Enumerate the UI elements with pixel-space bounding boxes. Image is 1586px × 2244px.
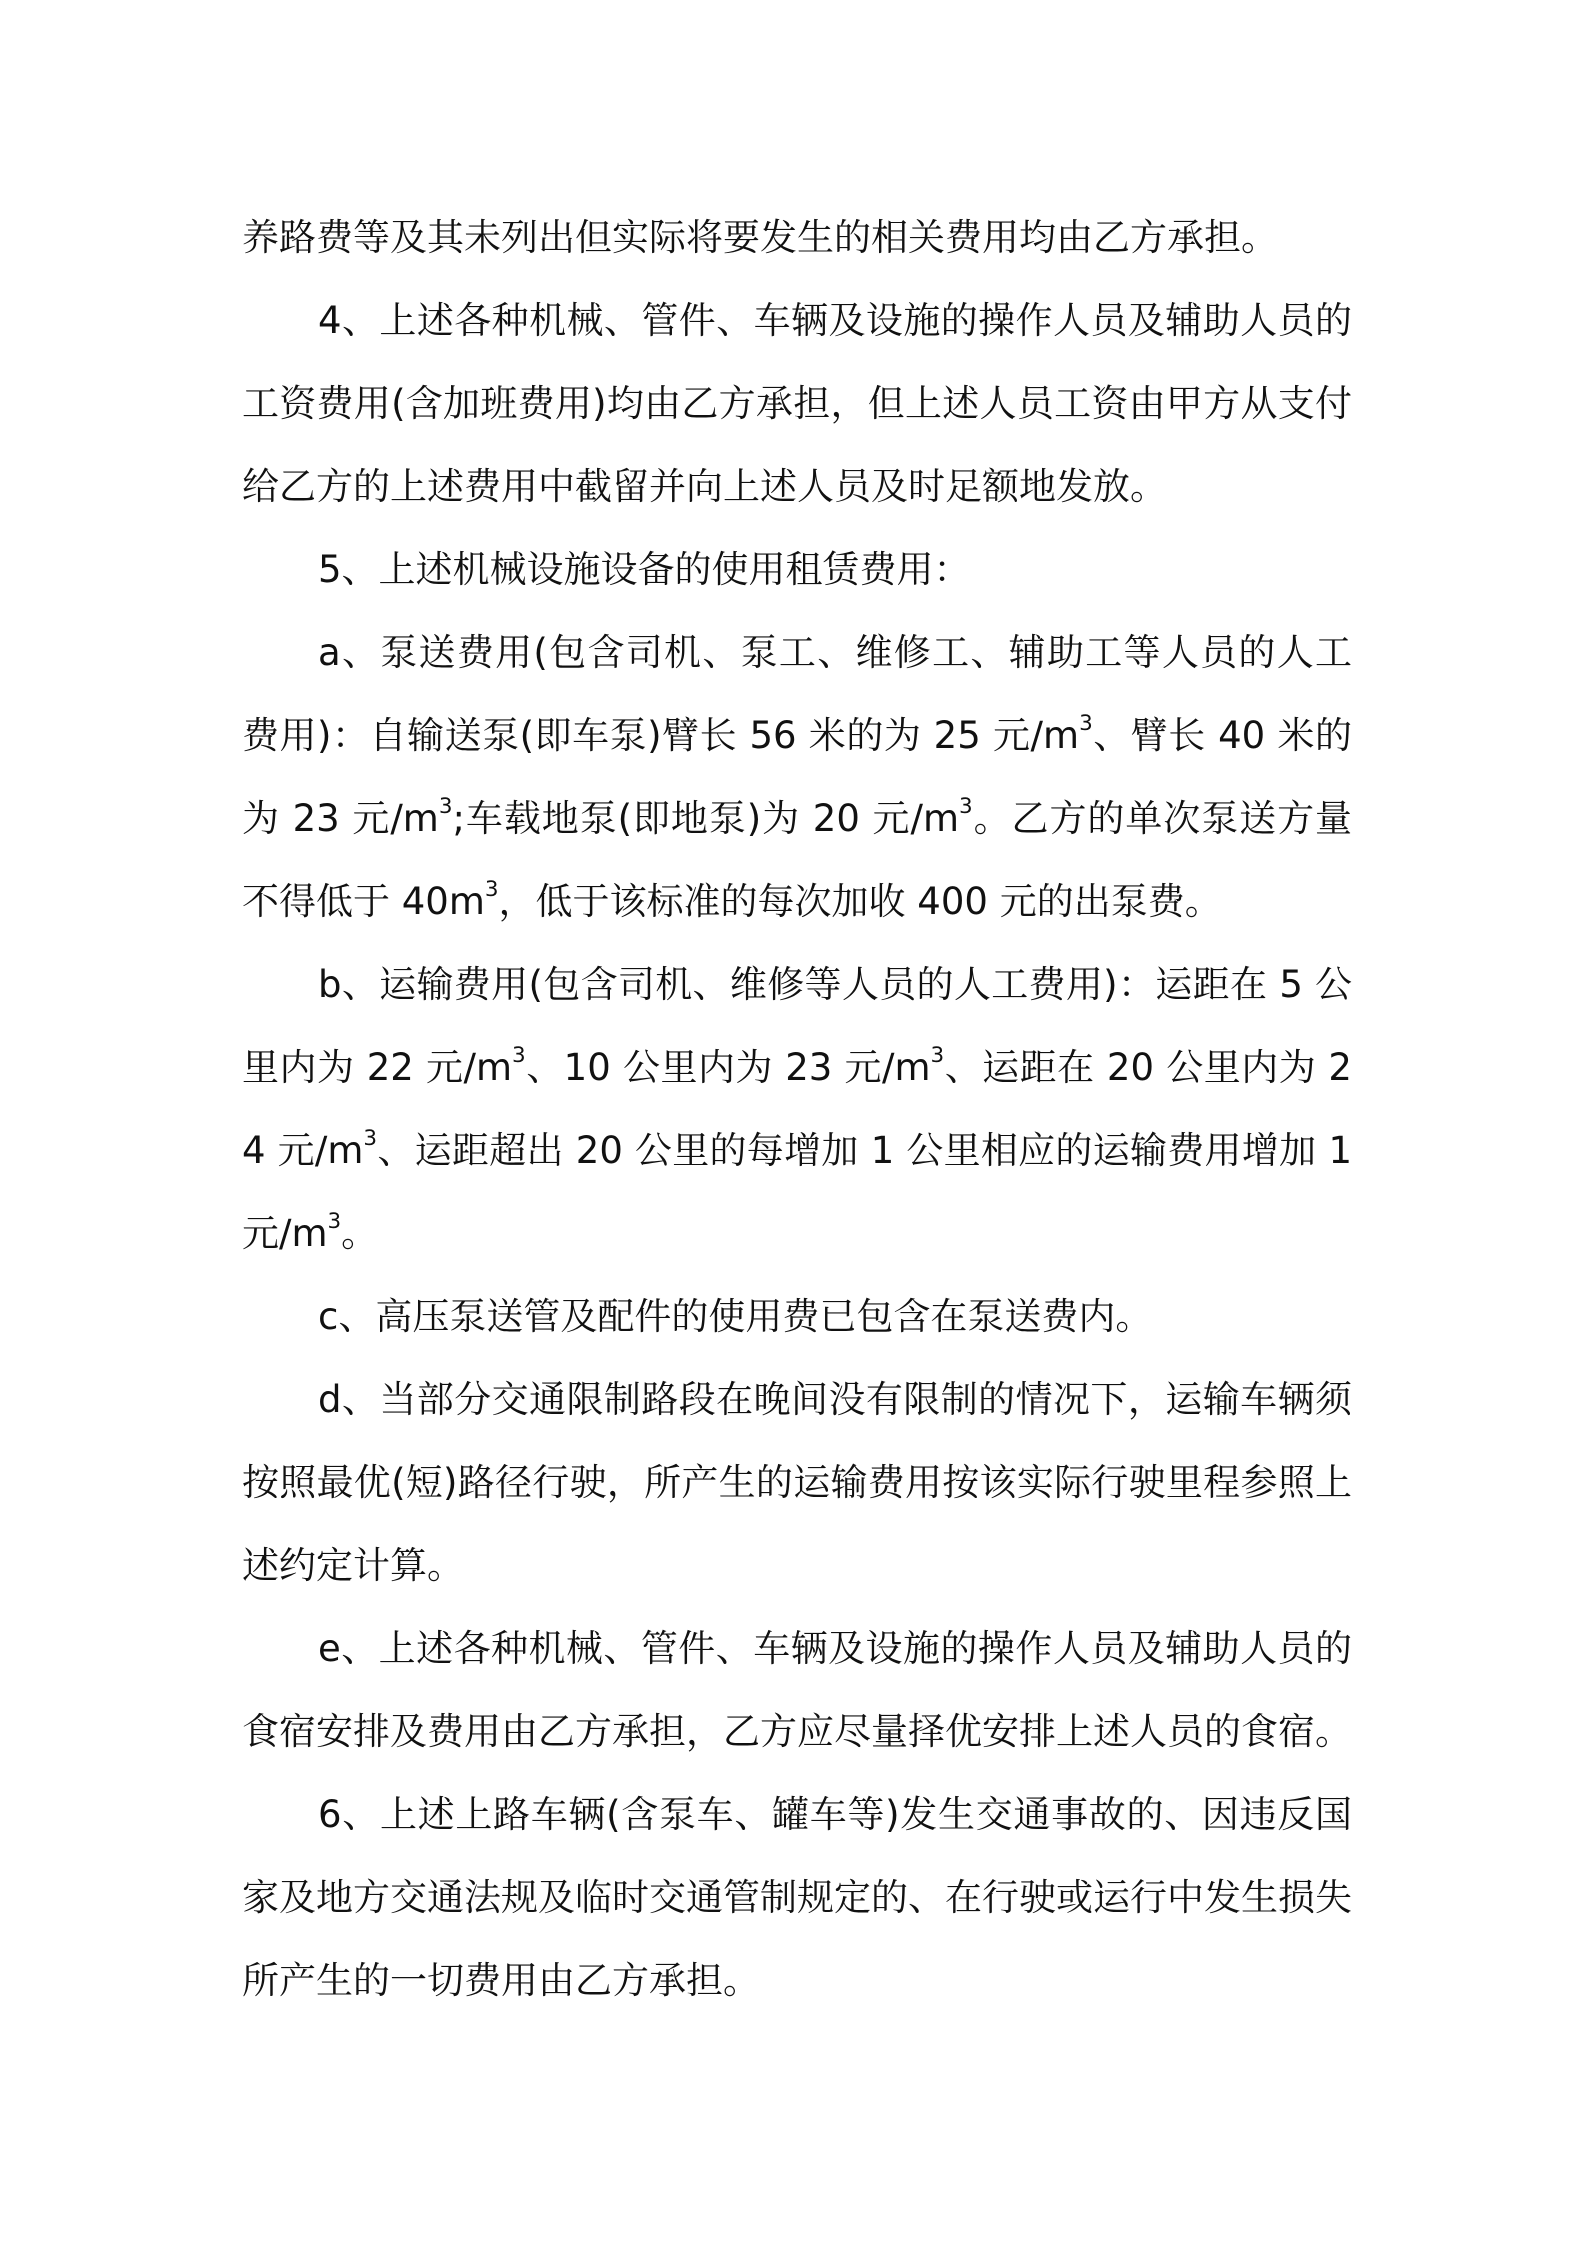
paragraph-text: ;车载地泵(即地泵)为 20 元/m (452, 797, 960, 840)
paragraph-p8 (242, 1773, 1352, 2022)
paragraph-text: 、运距在 20 公里内为 24 元/m (242, 1046, 1352, 1172)
document-body (242, 196, 1352, 2022)
superscript-exponent: 3 (363, 1125, 378, 1151)
paragraph-p5 (242, 1275, 1352, 1358)
paragraph-text: c、高压泵送管及配件的使用费已包含在泵送费内。 (318, 1295, 1153, 1338)
paragraph-text: 4、上述各种机械、管件、车辆及设施的操作人员及辅助人员的工资费用(含加班费用)均由乙方承担，但上述人员工资由甲方从支付给乙方的上述费用中截留并向上述人员及时足额地发放。 (242, 299, 1352, 508)
paragraph-text: a、泵送费用(包含司机、泵工、维修工、辅助工等人员的人工费用)：自输送泵(即车泵)臂长 56 米的为 25 元/m (242, 631, 1352, 757)
paragraph-text: 、10 公里内为 23 元/m (525, 1046, 931, 1089)
paragraph-text: 6、上述上路车辆(含泵车、罐车等)发生交通事故的、因违反国家及地方交通法规及临时交通管制规定的、在行驶或运行中发生损失所产生的一切费用由乙方承担。 (242, 1793, 1352, 2002)
paragraph-text: d、当部分交通限制路段在晚间没有限制的情况下，运输车辆须按照最优(短)路径行驶，所产生的运输费用按该实际行驶里程参照上述约定计算。 (242, 1378, 1352, 1587)
paragraph-p2 (242, 528, 1352, 611)
superscript-exponent: 3 (930, 1042, 945, 1068)
paragraph-text: 5、上述机械设施设备的使用租赁费用： (318, 548, 971, 591)
paragraph-text: 、臂长 40 米的为 23 元/m (242, 714, 1352, 840)
superscript-exponent: 3 (484, 876, 499, 902)
paragraph-p7 (242, 1607, 1352, 1773)
superscript-exponent: 3 (1079, 710, 1093, 736)
paragraph-text: b、运输费用(包含司机、维修等人员的人工费用)：运距在 5 公里内为 22 元/m (242, 963, 1352, 1089)
superscript-exponent: 3 (959, 793, 973, 819)
paragraph-text: 养路费等及其未列出但实际将要发生的相关费用均由乙方承担。 (242, 216, 1278, 259)
paragraph-p0 (242, 196, 1352, 279)
paragraph-p3 (242, 611, 1352, 943)
superscript-exponent: 3 (438, 793, 453, 819)
superscript-exponent: 3 (512, 1042, 526, 1068)
paragraph-text: 。乙方的单次泵送方量不得低于 40m (242, 797, 1352, 923)
paragraph-text: 、运距超出 20 公里的每增加 1 公里相应的运输费用增加 1 元/m (242, 1129, 1353, 1255)
superscript-exponent: 3 (327, 1208, 342, 1234)
paragraph-text: ，低于该标准的每次加收 400 元的出泵费。 (498, 880, 1222, 923)
paragraph-p4 (242, 943, 1352, 1275)
paragraph-text: 。 (341, 1212, 379, 1255)
paragraph-p1 (242, 279, 1352, 528)
paragraph-text: e、上述各种机械、管件、车辆及设施的操作人员及辅助人员的食宿安排及费用由乙方承担，乙方应尽量择优安排上述人员的食宿。 (242, 1627, 1352, 1753)
paragraph-p6 (242, 1358, 1352, 1607)
